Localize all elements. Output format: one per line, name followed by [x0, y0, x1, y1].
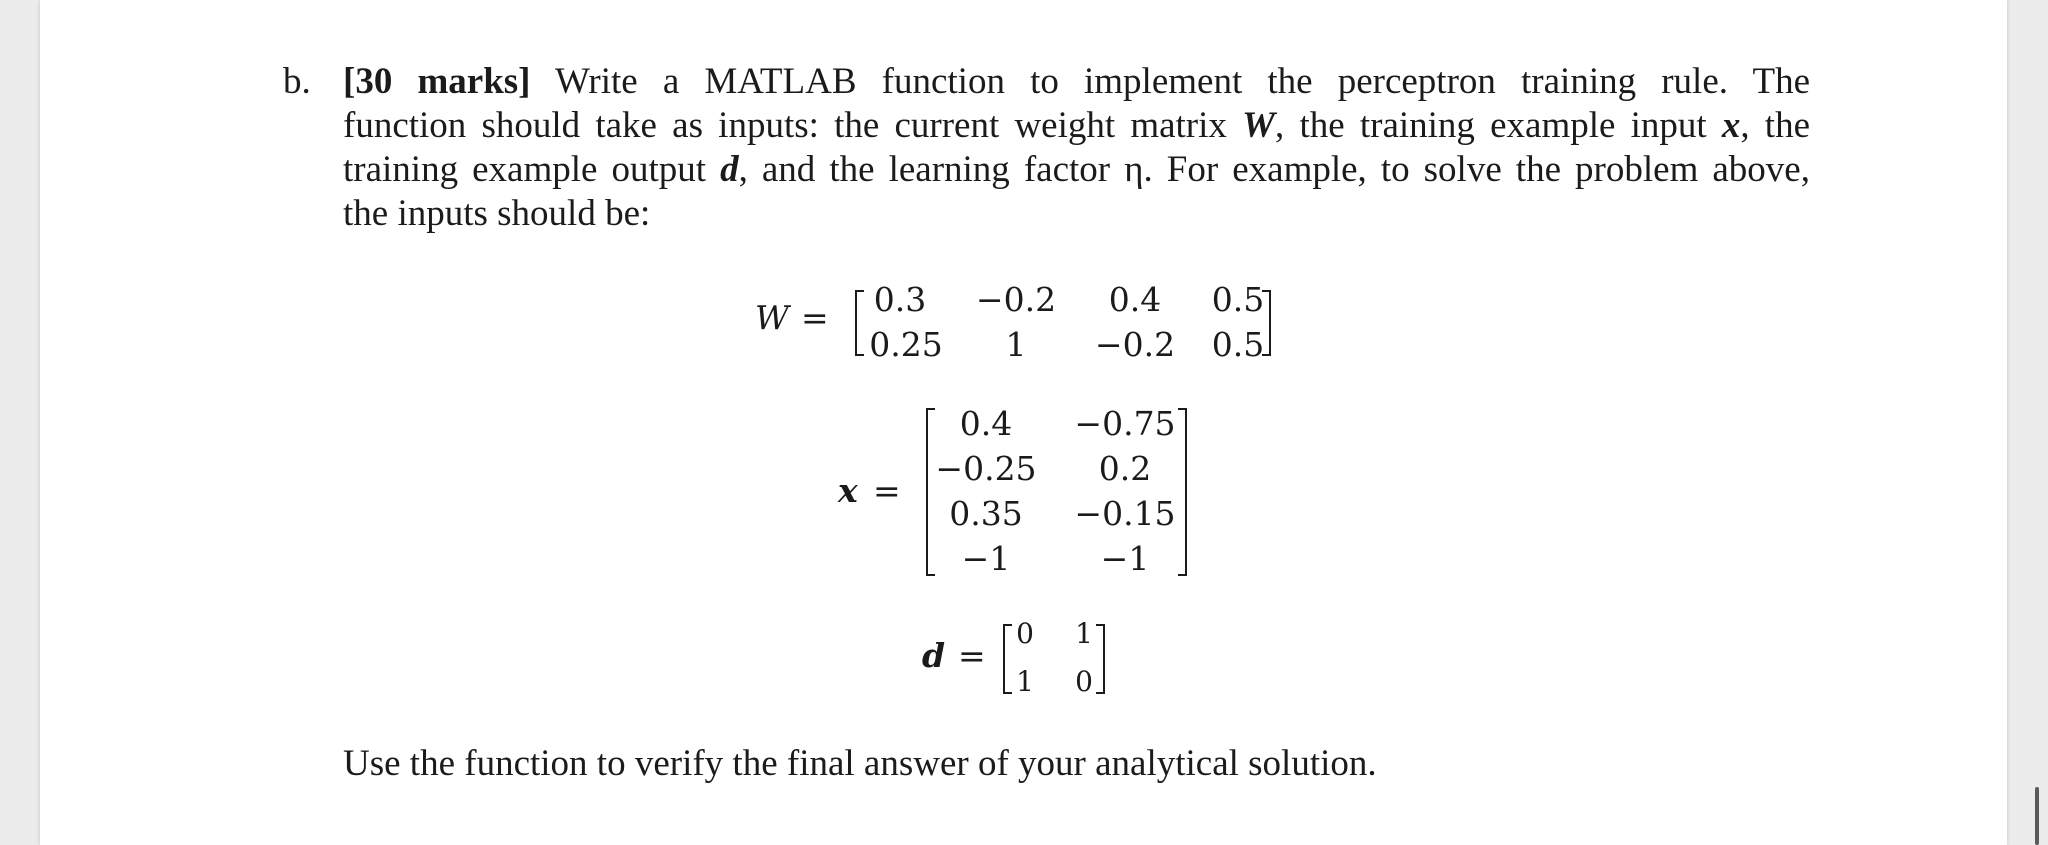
- matrix-d-cell: 1: [1016, 665, 1034, 698]
- line-1-text: Write a MATLAB function to implement the perceptron training rule. The: [554, 61, 1810, 102]
- inline-symbol-x: x: [1721, 105, 1741, 146]
- line-2-text-b: , the training example input: [1275, 105, 1722, 146]
- matrix-d-cell: 0: [1075, 665, 1093, 698]
- matrix-d-right-bracket: [1096, 624, 1105, 694]
- matrix-x-cell: 0.4: [959, 404, 1013, 443]
- matrix-W-cell: 0.4: [1108, 280, 1162, 319]
- question-marker: b.: [283, 61, 311, 102]
- matrix-W-cell: 1: [1005, 325, 1027, 364]
- scrollbar-thumb[interactable]: [2035, 787, 2039, 845]
- paragraph-line-3: [280, 148, 1810, 192]
- paragraph-line-4: the inputs should be:: [343, 193, 651, 234]
- matrix-W-left-bracket: [855, 290, 864, 356]
- matrix-W-cell: 0.3: [873, 280, 927, 319]
- inline-symbol-W: W: [1242, 105, 1276, 146]
- matrix-W-cell: 0.5: [1211, 325, 1265, 364]
- matrix-x-left-bracket: [926, 408, 935, 576]
- matrix-d-equals: =: [958, 636, 986, 675]
- matrix-W-cell: 0.25: [869, 325, 943, 364]
- line-3-text-a: training example output: [343, 149, 721, 190]
- matrix-x-cell: −1: [1100, 539, 1150, 578]
- matrix-W-equals: =: [801, 298, 829, 337]
- line-3-text-b: , and the learning factor η. For example, to solve the problem above,: [738, 149, 1810, 190]
- line-2-text-c: , the: [1740, 105, 1811, 146]
- question-paragraph: [280, 60, 1810, 236]
- matrix-x-cell: −0.75: [1074, 404, 1176, 443]
- matrix-d-label: d: [922, 636, 946, 675]
- matrix-d-cell: 0: [1016, 617, 1034, 650]
- matrix-x-cell: −0.15: [1074, 494, 1176, 533]
- paragraph-line-1: [280, 60, 1810, 104]
- matrix-d-cell: 1: [1075, 617, 1093, 650]
- matrix-W-cell: −0.2: [975, 280, 1057, 319]
- matrix-x-equals: =: [873, 471, 901, 510]
- inline-symbol-d: d: [720, 149, 739, 190]
- matrix-d-left-bracket: [1003, 624, 1012, 694]
- closing-instruction: Use the function to verify the final answer of your analytical solution.: [343, 743, 1377, 784]
- matrix-W-cell: 0.5: [1211, 280, 1265, 319]
- line-2-text-a: function should take as inputs: the current weight matrix: [343, 105, 1243, 146]
- matrix-x-label: x: [838, 471, 858, 510]
- matrix-x-cell: −1: [961, 539, 1011, 578]
- paragraph-line-2: [280, 104, 1810, 148]
- matrix-W-label: W: [755, 298, 789, 337]
- matrix-W-cell: −0.2: [1094, 325, 1176, 364]
- matrix-x-right-bracket: [1178, 408, 1187, 576]
- marks-label: [30 marks]: [343, 61, 531, 102]
- matrix-x-cell: 0.2: [1098, 449, 1152, 488]
- matrix-x-cell: −0.25: [935, 449, 1037, 488]
- matrix-x-cell: 0.35: [949, 494, 1023, 533]
